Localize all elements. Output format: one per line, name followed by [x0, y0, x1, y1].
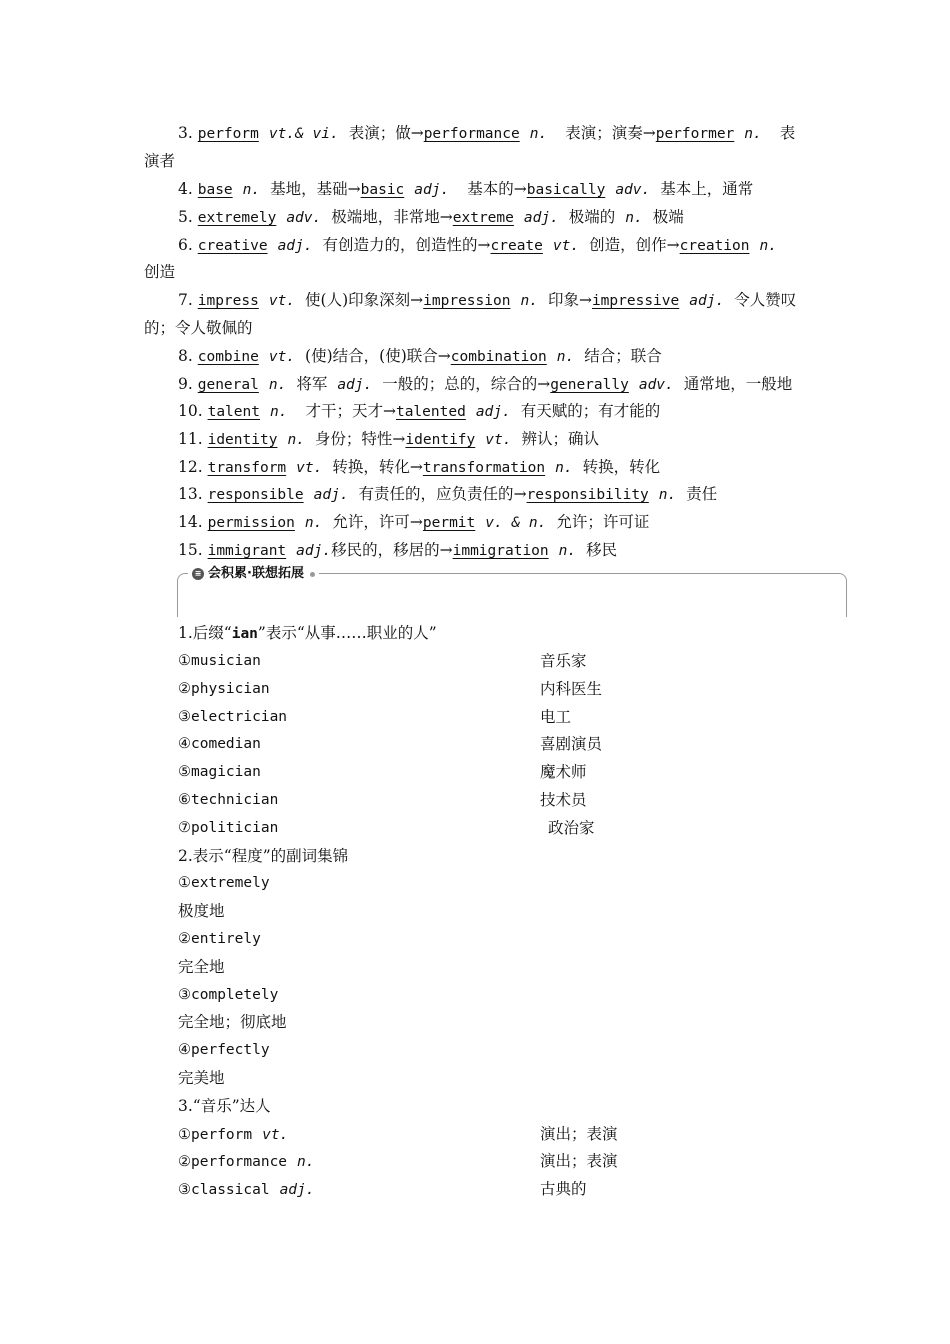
list-item-zh: 音乐家 [540, 652, 587, 670]
vocab-derivative: combination [450, 349, 547, 365]
vocab-word: impress [197, 293, 259, 309]
vocab-derivative: identify [405, 432, 476, 448]
part-of-speech: vt. [552, 238, 580, 254]
vocab-item-6 [178, 235, 777, 256]
meaning: 责任 [686, 485, 718, 503]
part-of-speech: n. [759, 238, 777, 254]
list-item-zh: 演出；表演 [540, 1125, 618, 1143]
meaning: 移民 [586, 541, 618, 559]
part-of-speech: adj. [414, 182, 450, 198]
vocab-word: base [197, 182, 233, 198]
meaning: 极端地，非常地 [331, 208, 440, 226]
vocab-derivative: generally [550, 377, 629, 393]
part-of-speech: adj. [475, 404, 511, 420]
list-item-en: ⑥technician [178, 792, 279, 808]
part-of-speech: n. [556, 349, 575, 365]
part-of-speech: adj. [313, 487, 349, 503]
vocab-word: immigrant [207, 543, 287, 559]
list-item-zh: 极度地 [178, 902, 225, 920]
vocab-item-8 [178, 346, 662, 367]
list-item-en: ①extremely [178, 875, 270, 891]
meaning: 将军 [296, 375, 328, 393]
arrow: → [347, 180, 361, 198]
vocab-word: permission [207, 515, 295, 531]
part-of-speech: vt. [268, 349, 296, 365]
vocab-item-4 [178, 179, 753, 200]
vocab-derivative: performance [423, 126, 520, 142]
list-item-en: ⑦politician [178, 820, 279, 836]
title-part: 1.后缀“ [178, 624, 232, 642]
vocab-word: extremely [197, 210, 277, 226]
meaning: 辨认；确认 [521, 430, 599, 448]
list-icon: ≡ [192, 568, 204, 580]
arrow: → [437, 347, 451, 365]
meaning: 表 [779, 124, 796, 142]
meaning-continued: 创造 [144, 263, 176, 281]
meaning: 有责任的，应负责任的 [358, 485, 514, 503]
list-item-en [178, 1151, 315, 1172]
section-1-title [178, 623, 437, 644]
part-of-speech: n. [658, 487, 677, 503]
vocab-item-14 [178, 512, 649, 533]
part-of-speech: n. [304, 515, 323, 531]
vocab-word: talent [207, 404, 260, 420]
list-item-zh: 古典的 [540, 1180, 587, 1198]
part-of-speech: adj. [523, 210, 559, 226]
vocab-derivative: create [490, 238, 543, 254]
vocab-item-9 [178, 374, 792, 395]
part-of-speech: n. [555, 460, 573, 476]
list-item-zh: 技术员 [540, 791, 587, 809]
part-of-speech: adv. [638, 377, 674, 393]
vocab-derivative: transformation [422, 460, 546, 476]
vocab-derivative: impressive [591, 293, 680, 309]
part-of-speech: adj. [277, 238, 313, 254]
list-item-en: ④perfectly [178, 1042, 270, 1058]
meaning: 才干；天才 [305, 402, 383, 420]
part-of-speech: adv. [286, 210, 322, 226]
section-2-title: 2.表示“程度”的副词集锦 [178, 847, 349, 865]
list-item-zh: 完全地；彻底地 [178, 1013, 287, 1031]
list-item-en: ③electrician [178, 709, 288, 725]
item-number: 14. [178, 513, 203, 531]
part-of-speech: n. [269, 404, 288, 420]
arrow: → [666, 236, 680, 254]
part-of-speech: n. [625, 210, 643, 226]
list-item-en [178, 1179, 315, 1200]
list-item-zh: 演出；表演 [540, 1152, 618, 1170]
word: ②performance [178, 1154, 288, 1170]
arrow: → [392, 430, 406, 448]
meaning: 使(人)印象深刻 [305, 291, 411, 309]
vocab-word: perform [197, 126, 259, 142]
item-number: 6. [178, 236, 193, 254]
arrow: → [578, 291, 592, 309]
meaning: 印象 [547, 291, 579, 309]
item-number: 4. [178, 180, 193, 198]
vocab-derivative: performer [655, 126, 735, 142]
part-of-speech: n. [520, 293, 538, 309]
vocab-item-6-cont [144, 262, 175, 282]
list-item-en: ③completely [178, 987, 279, 1003]
arrow: → [513, 485, 527, 503]
vocab-word: identity [207, 432, 278, 448]
meaning: 基本的 [467, 180, 514, 198]
meaning: 通常地，一般地 [683, 375, 793, 393]
section-3-title: 3.“音乐”达人 [178, 1097, 271, 1115]
vocab-item-3-cont [144, 151, 175, 171]
vocab-item-7 [178, 290, 796, 311]
vocab-word: responsible [207, 487, 304, 503]
section-title-text: 会积累·联想拓展 [208, 566, 304, 581]
part-of-speech: n. [558, 543, 577, 559]
vocab-item-15 [178, 540, 617, 561]
item-number: 13. [178, 485, 203, 503]
list-item-en: ②physician [178, 681, 270, 697]
vocab-derivative: immigration [452, 543, 549, 559]
item-number: 3. [178, 124, 193, 142]
vocab-derivative: creation [679, 238, 750, 254]
vocab-word: creative [197, 238, 268, 254]
item-number: 5. [178, 208, 193, 226]
vocab-derivative: permit [422, 515, 476, 531]
part-of-speech: n. [529, 126, 548, 142]
meaning: 表演；演奏 [565, 124, 643, 142]
meaning: 创造，创作 [589, 236, 667, 254]
meaning: 一般的；总的，综合的 [382, 375, 538, 393]
list-item-en: ①musician [178, 653, 261, 669]
part-of-speech: n. [268, 377, 287, 393]
vocab-derivative: basic [360, 182, 405, 198]
item-number: 11. [178, 430, 203, 448]
part-of-speech: vt.& vi. [268, 126, 339, 142]
item-number: 7. [178, 291, 193, 309]
meaning: 表演；做 [348, 124, 411, 142]
vocab-derivative: talented [395, 404, 466, 420]
vocab-word: general [197, 377, 259, 393]
vocab-item-11 [178, 429, 599, 450]
list-item-en: ④comedian [178, 736, 261, 752]
vocab-item-3 [178, 123, 795, 144]
meaning: (使)结合，(使)联合 [305, 347, 438, 365]
vocab-item-12 [178, 457, 660, 478]
meaning: 身份；特性 [314, 430, 393, 448]
vocab-derivative: impression [423, 293, 511, 309]
meaning: 允许，许可 [332, 513, 410, 531]
meaning: 允许；许可证 [556, 513, 650, 531]
meaning: 令人赞叹 [734, 291, 797, 309]
arrow: → [410, 291, 424, 309]
part-of-speech: n. [287, 432, 305, 448]
list-item-zh: 内科医生 [540, 680, 603, 698]
list-item-en: ②entirely [178, 931, 261, 947]
title-part: ”表示“从事……职业的人” [257, 624, 437, 642]
item-number: 10. [178, 402, 203, 420]
arrow: → [477, 236, 491, 254]
meaning: 有创造力的，创造性的 [322, 236, 478, 254]
arrow: → [513, 180, 527, 198]
meaning: 基本上，通常 [660, 180, 754, 198]
vocab-item-10 [178, 401, 660, 422]
part-of-speech: adj. [689, 293, 725, 309]
part-of-speech: vt. [296, 460, 323, 476]
vocab-item-5 [178, 207, 684, 228]
section-box-title [188, 566, 319, 582]
meaning: 移民的，移居的 [331, 541, 440, 559]
list-item-zh: 魔术师 [540, 763, 587, 781]
part-of-speech: adj. [279, 1182, 315, 1198]
arrow: → [439, 541, 453, 559]
vocab-word: combine [197, 349, 259, 365]
arrow: → [382, 402, 396, 420]
part-of-speech: adj. [296, 543, 332, 559]
part-of-speech: vt. [262, 1127, 289, 1143]
list-item-en [178, 1124, 288, 1145]
meaning-continued: 演者 [144, 152, 176, 170]
part-of-speech: vt. [268, 293, 296, 309]
arrow: → [642, 124, 656, 142]
list-item-en: ⑤magician [178, 764, 261, 780]
part-of-speech: v. & n. [485, 515, 547, 531]
meaning: 极端的 [568, 208, 616, 226]
list-item-zh: 喜剧演员 [540, 735, 603, 753]
meaning: 转换，转化 [582, 458, 661, 476]
item-number: 15. [178, 541, 203, 559]
list-item-zh: 完全地 [178, 958, 225, 976]
part-of-speech: n. [744, 126, 762, 142]
arrow: → [439, 208, 453, 226]
arrow: → [537, 375, 551, 393]
vocab-item-13 [178, 484, 717, 505]
word: ③classical [178, 1182, 270, 1198]
item-number: 8. [178, 347, 193, 365]
list-item-zh: 电工 [540, 708, 572, 726]
word: ①perform [178, 1127, 253, 1143]
vocab-item-7-cont [144, 318, 253, 338]
suffix-word: ian [231, 626, 258, 642]
vocab-word: transform [207, 460, 287, 476]
part-of-speech: adj. [337, 377, 373, 393]
arrow: → [409, 513, 423, 531]
meaning: 有天赋的；有才能的 [520, 402, 661, 420]
vocab-derivative: responsibility [526, 487, 649, 503]
meaning: 结合；联合 [584, 347, 662, 365]
meaning: 极端 [652, 208, 684, 226]
item-number: 9. [178, 375, 193, 393]
list-item-zh: 完美地 [178, 1069, 225, 1087]
arrow: → [409, 458, 423, 476]
item-number: 12. [178, 458, 203, 476]
vocab-derivative: basically [526, 182, 606, 198]
dot-icon [310, 572, 315, 577]
part-of-speech: vt. [485, 432, 512, 448]
meaning-continued: 的；令人敬佩的 [144, 319, 253, 337]
meaning: 转换，转化 [332, 458, 410, 476]
arrow: → [410, 124, 424, 142]
part-of-speech: adv. [615, 182, 651, 198]
part-of-speech: n. [242, 182, 261, 198]
vocab-derivative: extreme [452, 210, 514, 226]
list-item-zh: 政治家 [548, 819, 595, 837]
part-of-speech: n. [297, 1154, 315, 1170]
meaning: 基地，基础 [270, 180, 348, 198]
